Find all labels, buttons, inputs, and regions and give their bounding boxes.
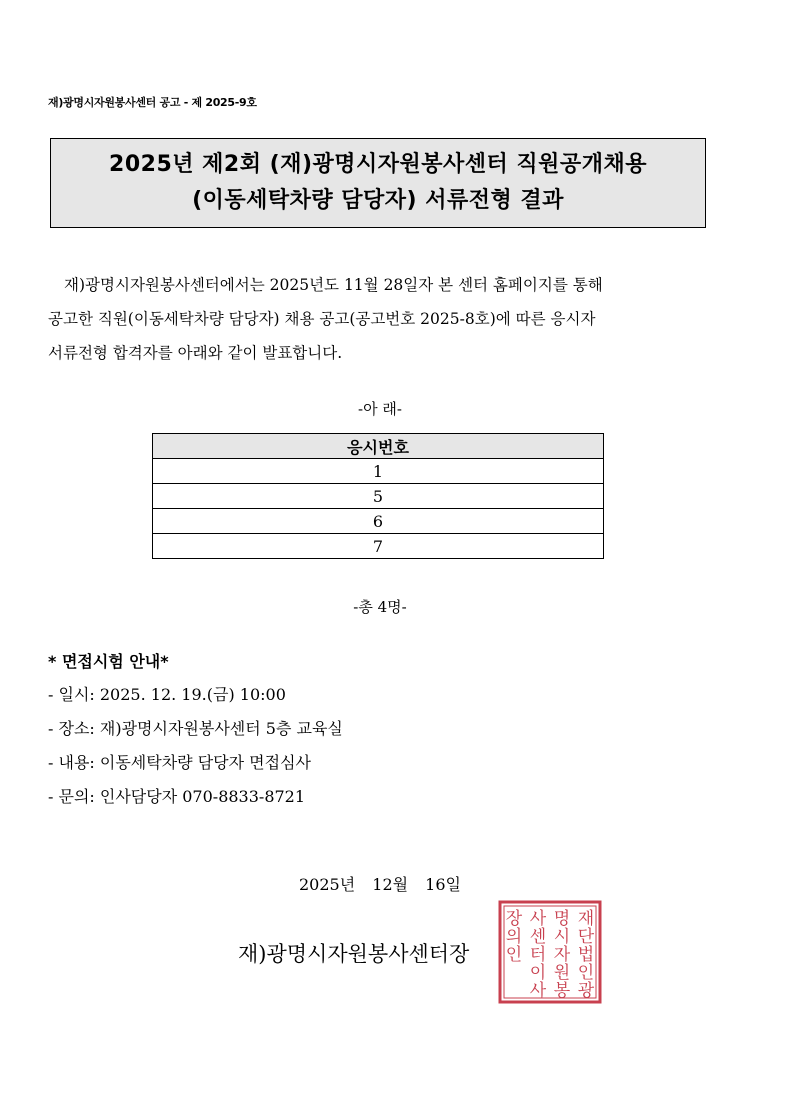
seal-glyph: 법 [577, 945, 595, 965]
title-box [50, 138, 706, 228]
seal-glyph: 재 [577, 909, 595, 929]
seal-glyph: 이 [529, 963, 547, 983]
seal-glyph: 봉 [553, 981, 571, 1001]
below-label: -아 래- [358, 400, 402, 418]
table-row [153, 534, 604, 559]
interview-contact: - 문의: 인사담당자 070-8833-8721 [48, 787, 306, 806]
seal-glyph: 단 [577, 927, 595, 947]
table-row [153, 459, 604, 484]
title-line-2: (이동세탁차량 담당자) 서류전형 결과 [192, 188, 564, 213]
seal-glyph: 장 [505, 909, 523, 929]
issuer-name: 재)광명시자원봉사센터장 [238, 942, 470, 966]
seal-glyph: 의 [505, 927, 523, 947]
applicant-number: 1 [153, 459, 604, 484]
interview-guide [48, 646, 343, 814]
seal-glyph: 사 [529, 909, 547, 929]
table-header: 응시번호 [153, 434, 604, 459]
interview-location: - 장소: 재)광명시자원봉사센터 5층 교육실 [48, 719, 343, 738]
body-line-1-text: 재)광명시자원봉사센터에서는 2025년도 11월 28일자 본 센터 홈페이지를 통해 [64, 276, 603, 294]
seal-glyph: 원 [553, 963, 571, 983]
table-row [153, 509, 604, 534]
table-row [153, 484, 604, 509]
seal-glyph: 명 [553, 909, 571, 929]
applicant-number: 5 [153, 484, 604, 509]
applicant-number: 7 [153, 534, 604, 559]
total-label: -총 4명- [353, 598, 407, 616]
body-line-2: 공고한 직원(이동세탁차량 담당자) 채용 공고(공고번호 2025-8호)에 따른 응시자 [48, 310, 596, 328]
body-line-3: 서류전형 합격자를 아래와 같이 발표합니다. [48, 344, 343, 362]
seal-glyph: 자 [553, 945, 571, 965]
seal-glyphs [506, 908, 595, 1001]
applicant-number: 6 [153, 509, 604, 534]
interview-content: - 내용: 이동세탁차량 담당자 면접심사 [48, 753, 311, 772]
official-seal-icon [498, 900, 602, 1004]
notice-number: 재)광명시자원봉사센터 공고 - 제 2025-9호 [48, 96, 257, 109]
announcement-body [48, 268, 714, 370]
seal-glyph: 센 [529, 927, 547, 947]
title-line-1: 2025년 제2회 (재)광명시자원봉사센터 직원공개채용 [109, 152, 647, 177]
table-header-row [153, 434, 604, 459]
issue-date: 2025년 12월 16일 [299, 875, 461, 894]
seal-glyph: 광 [577, 981, 595, 1001]
seal-glyph: 인 [505, 945, 523, 965]
interview-heading: * 면접시험 안내* [48, 652, 169, 671]
seal-glyph: 시 [553, 927, 571, 947]
body-line-1 [48, 268, 714, 302]
seal-glyph: 터 [529, 945, 547, 965]
seal-glyph: 인 [577, 963, 595, 983]
interview-datetime: - 일시: 2025. 12. 19.(금) 10:00 [48, 685, 286, 704]
applicant-table [152, 433, 604, 559]
seal-glyph: 사 [529, 981, 547, 1001]
